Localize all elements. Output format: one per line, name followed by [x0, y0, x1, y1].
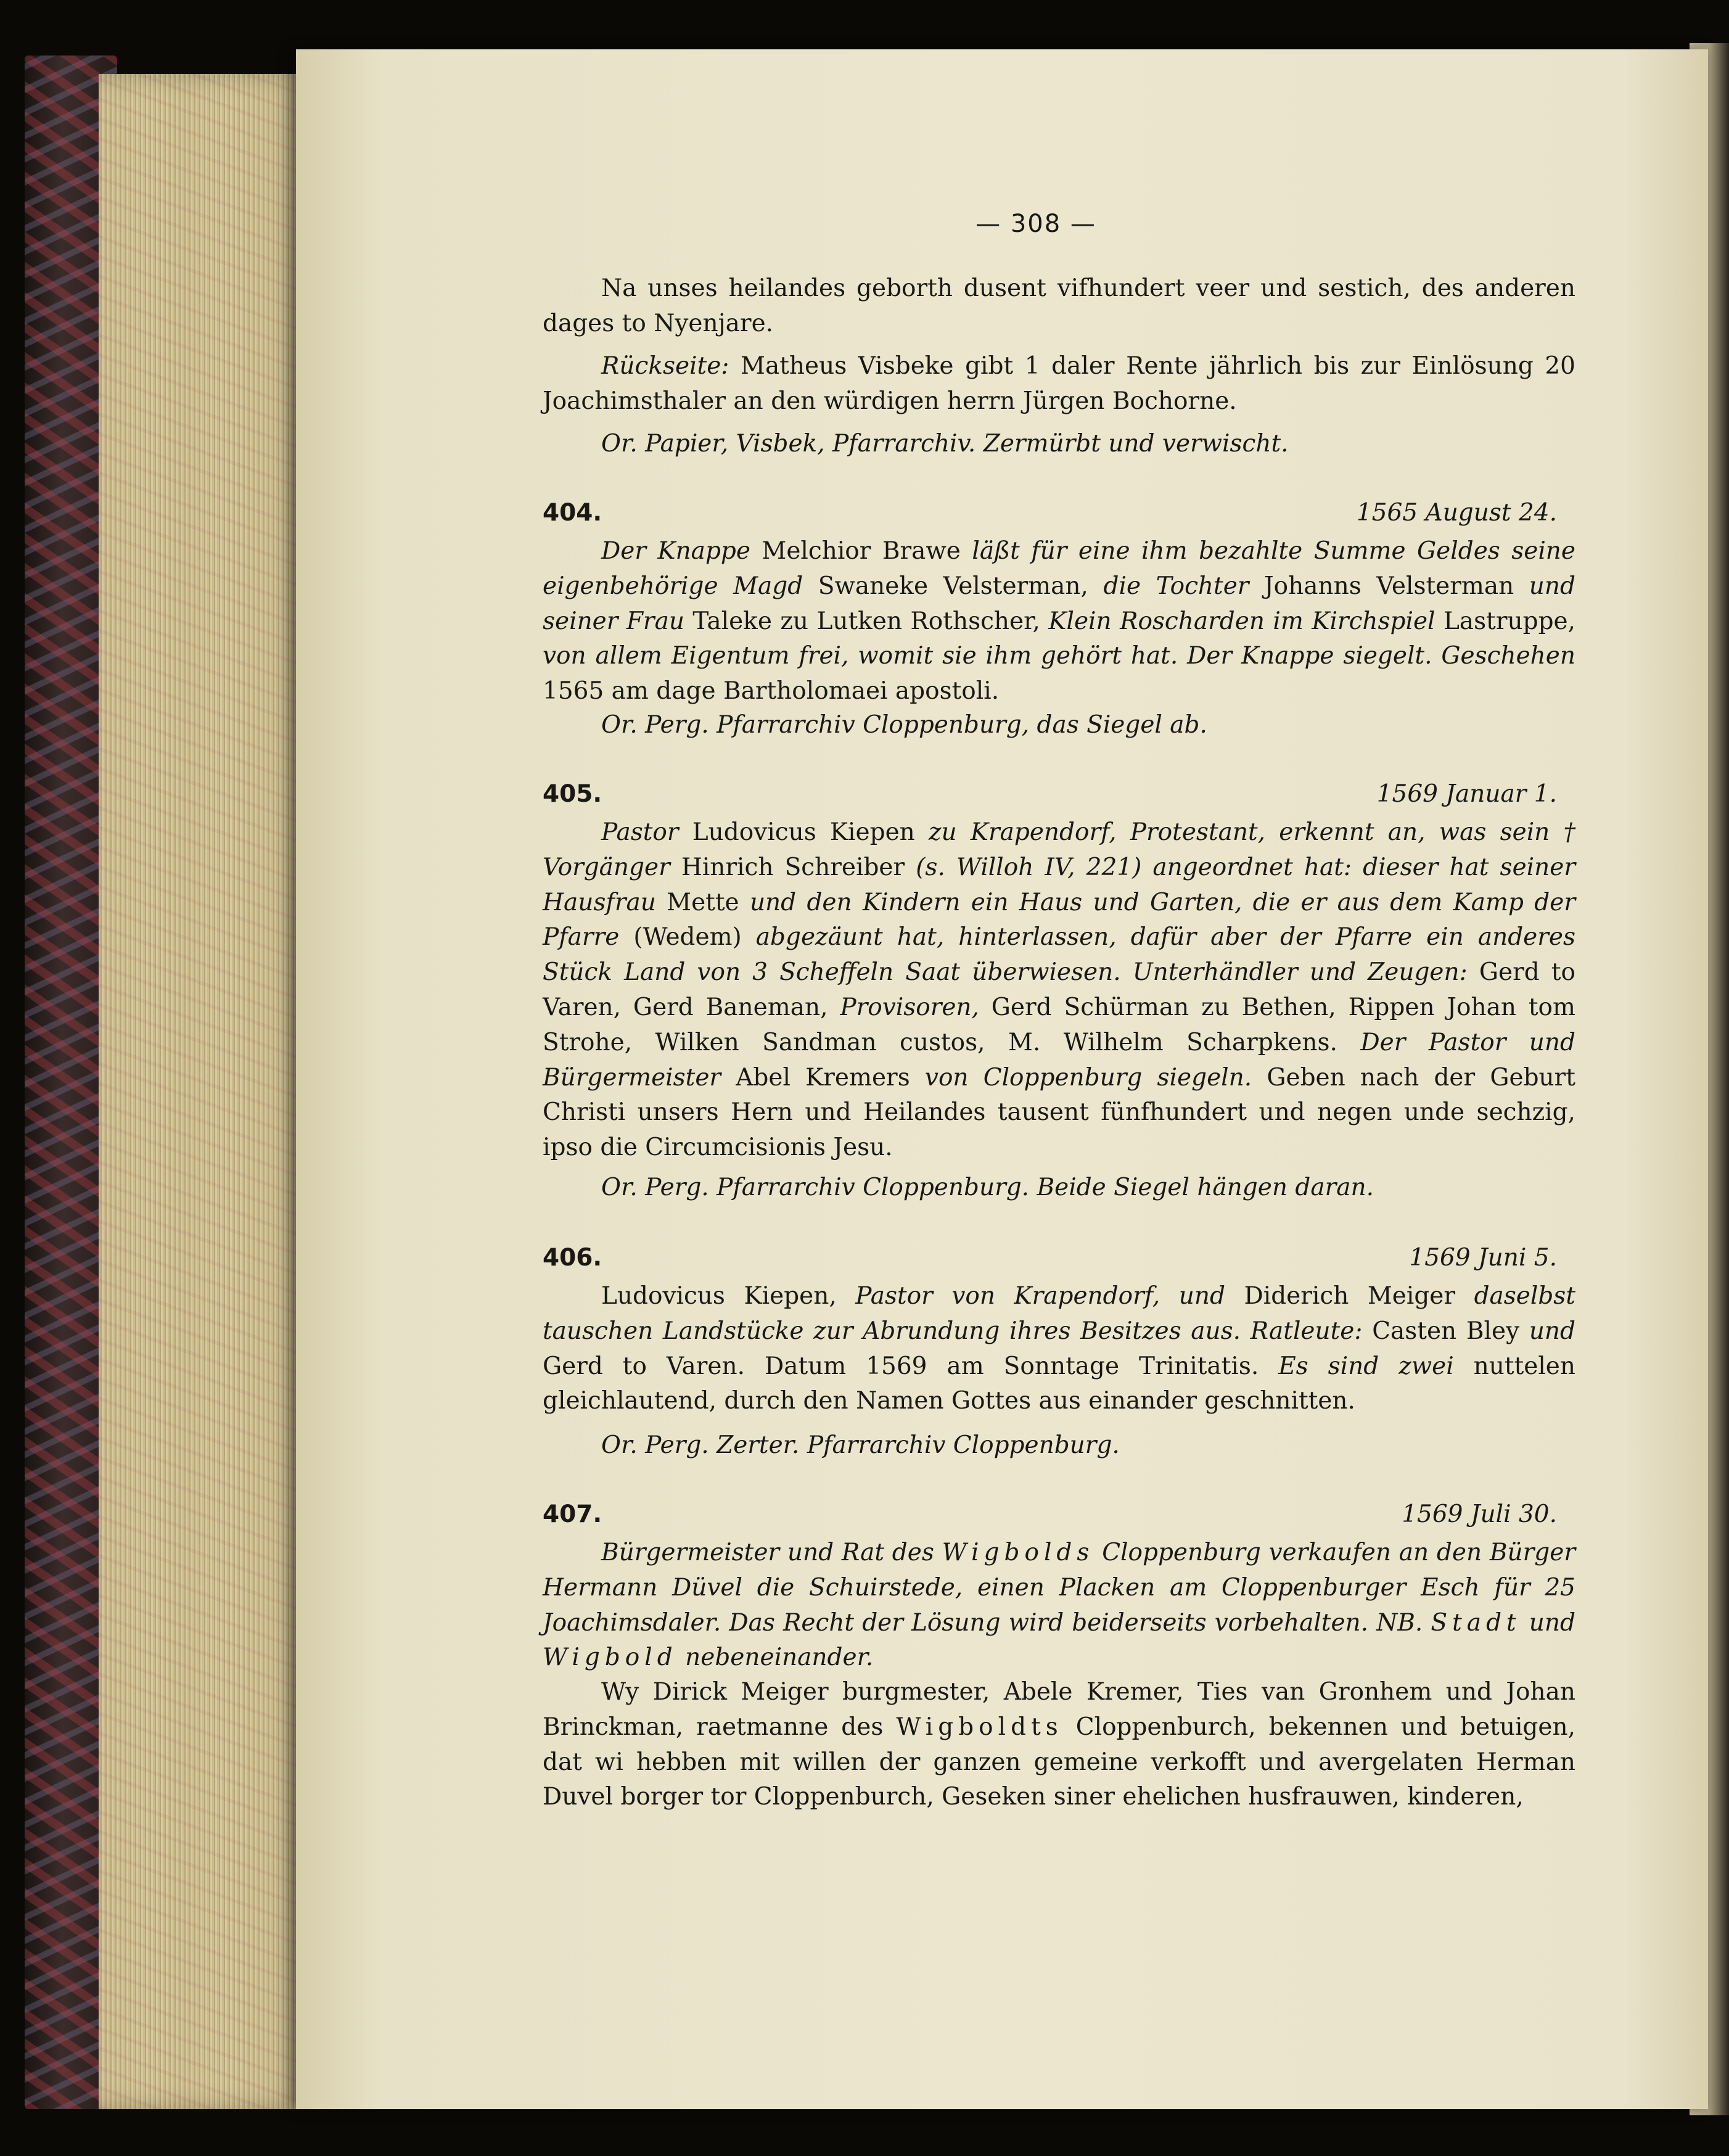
- page-edges-stack: [99, 74, 308, 2109]
- regest-paragraph: [543, 1536, 1575, 1676]
- entry-number: 404.: [543, 499, 602, 527]
- italic-text-run: von allem Eigentum frei, womit sie ihm gehört hat. Der Knappe siegelt. Geschehen: [543, 642, 1575, 670]
- entry-number: 407.: [543, 1500, 602, 1528]
- text-run: Taleke zu Lutken Rothscher,: [692, 607, 1049, 635]
- entry-number: 406.: [543, 1244, 602, 1272]
- regest-paragraph: [543, 815, 1575, 1166]
- intro-closing-paragraph: Na unses heilandes geborth dusent vifhundert veer und sestich, des anderen dages to Nyenjare.: [543, 274, 1575, 337]
- intro-verso-paragraph: [543, 349, 1575, 419]
- text-run: Hinrich Schreiber: [681, 853, 916, 881]
- text-run: Gerd to Varen, Gerd Baneman,: [543, 958, 1575, 1021]
- entry-heading: [543, 1497, 1575, 1532]
- regest-paragraph: [543, 534, 1575, 709]
- italic-text-run: und: [1529, 1317, 1576, 1345]
- text-run: Swaneke Velsterman,: [818, 572, 1104, 600]
- italic-text-run: Klein Roscharden im Kirchspiel: [1048, 607, 1444, 635]
- italic-text-run: Provisoren,: [840, 993, 992, 1021]
- text-run: Cloppenburch, bekennen und betuigen, dat wi hebben mit willen der ganzen gemeine verkofft und avergelaten Herman Duvel borger tor Cloppenburch, Geseken siner ehelichen husfrauwen, kinderen,: [543, 1713, 1575, 1811]
- italic-text-run: und seiner Frau: [543, 572, 1575, 635]
- italic-text-run: zu Krapendorf, Protestant, erkennt an, was sein † Vorgänger: [543, 818, 1576, 881]
- page-number: — 308 —: [975, 210, 1096, 238]
- text-run: 1565 am dage Bartholomaei apostoli.: [543, 677, 1000, 706]
- entry-date: 1565 August 24.: [1356, 499, 1557, 527]
- italic-text-run: Wigbolds: [942, 1539, 1094, 1566]
- entry-heading: [543, 777, 1575, 812]
- text-run: Diderich Meiger: [1244, 1282, 1474, 1310]
- italic-text-run: Der Knappe: [601, 537, 762, 565]
- source-note: Or. Perg. Pfarrarchiv Cloppenburg, das Siegel ab.: [601, 711, 1207, 739]
- text-run: Johanns Velsterman: [1264, 572, 1529, 600]
- entry-date: 1569 Juli 30.: [1402, 1500, 1557, 1528]
- italic-text-run: von Cloppenburg siegeln.: [924, 1063, 1267, 1092]
- italic-text-run: nebeneinander.: [677, 1644, 874, 1672]
- document-text-paragraph: [543, 1675, 1575, 1815]
- intro-source-note: Or. Papier, Visbek, Pfarrarchiv. Zermürbt und verwischt.: [601, 430, 1289, 458]
- text-run: nuttelen gleichlautend, durch den Namen Gottes aus einander geschnitten.: [543, 1352, 1575, 1415]
- italic-text-run: (s. Willoh IV, 221) angeordnet hat: dieser hat seiner Hausfrau: [543, 853, 1575, 916]
- text-run: Lastruppe,: [1444, 607, 1576, 635]
- regest-paragraph: [543, 1279, 1575, 1419]
- text-run: Abel Kremers: [736, 1063, 925, 1092]
- italic-text-run: Pastor: [601, 818, 692, 846]
- italic-text-run: Stadt: [1431, 1608, 1521, 1637]
- italic-text-run: und den Kindern ein Haus und Garten, die er aus dem Kamp der Pfarre: [543, 888, 1575, 952]
- source-note: Or. Perg. Pfarrarchiv Cloppenburg. Beide Siegel hängen daran.: [601, 1174, 1374, 1201]
- entry-date: 1569 Januar 1.: [1376, 780, 1557, 808]
- italic-text-run: abgezäunt hat, hinterlassen, dafür aber der Pfarre ein anderes Stück Land von 3 Scheffeln Saat überwiesen. Unterhändler und Zeugen:: [543, 923, 1575, 987]
- text-run: Melchior Brawe: [762, 537, 972, 565]
- italic-text-run: die Tochter: [1103, 572, 1265, 600]
- italic-text-run: Pastor von Krapendorf, und: [855, 1282, 1244, 1310]
- italic-text-run: daselbst tauschen Landstücke zur Abrundung ihres Besitzes aus. Ratleute:: [543, 1282, 1575, 1345]
- italic-text-run: Wigbold: [543, 1644, 678, 1672]
- entry-heading: [543, 496, 1575, 530]
- text-run: Wy Dirick Meiger burgmester, Abele Kremer, Ties van Gronhem und Johan Brinckman, raetmanne des: [543, 1678, 1575, 1741]
- text-run: Casten Bley: [1372, 1317, 1529, 1345]
- text-run: Ludovicus Kiepen: [692, 818, 929, 846]
- text-run: Geben nach der Geburt Christi unsers Hern und Heilandes tausent fünfhundert und negen unde sechzig, ipso die Circumcisionis Jesu.: [543, 1063, 1575, 1162]
- verso-label: Rückseite:: [601, 352, 729, 380]
- text-run: Ludovicus Kiepen,: [601, 1282, 856, 1310]
- text-run: Gerd Schürman zu Bethen, Rippen Johan tom Strohe, Wilken Sandman custos, M. Wilhelm Scharpkens.: [543, 993, 1575, 1056]
- text-run: Mette: [667, 888, 750, 916]
- text-run: Gerd to Varen. Datum 1569 am Sonntage Trinitatis.: [543, 1352, 1279, 1380]
- verso-text: Matheus Visbeke gibt 1 daler Rente jährlich bis zur Einlösung 20 Joachimsthaler an den würdigen herrn Jürgen Bochorne.: [543, 352, 1575, 415]
- italic-text-run: Der Pastor und Bürgermeister: [543, 1028, 1576, 1092]
- italic-text-run: Es sind zwei: [1278, 1352, 1474, 1380]
- entry-heading: [543, 1241, 1575, 1275]
- italic-text-run: Cloppenburg verkaufen an den Bürger Hermann Düvel die Schuirstede, einen Placken am Cloppenburger Esch für 25 Joachimsdaler. Das Recht der Lösung wird beiderseits vorbehalten. NB.: [543, 1539, 1575, 1637]
- text-run: (Wedem): [633, 923, 756, 952]
- entry-number: 405.: [543, 780, 602, 808]
- entry-date: 1569 Juni 5.: [1409, 1244, 1557, 1272]
- text-run: Wigboldts: [896, 1713, 1063, 1741]
- source-note: Or. Perg. Zerter. Pfarrarchiv Cloppenburg.: [601, 1431, 1120, 1459]
- italic-text-run: Bürgermeister und Rat des: [601, 1539, 942, 1566]
- italic-text-run: und: [1521, 1608, 1575, 1637]
- italic-text-run: läßt für eine ihm bezahlte Summe Geldes seine eigenbehörige Magd: [543, 537, 1575, 600]
